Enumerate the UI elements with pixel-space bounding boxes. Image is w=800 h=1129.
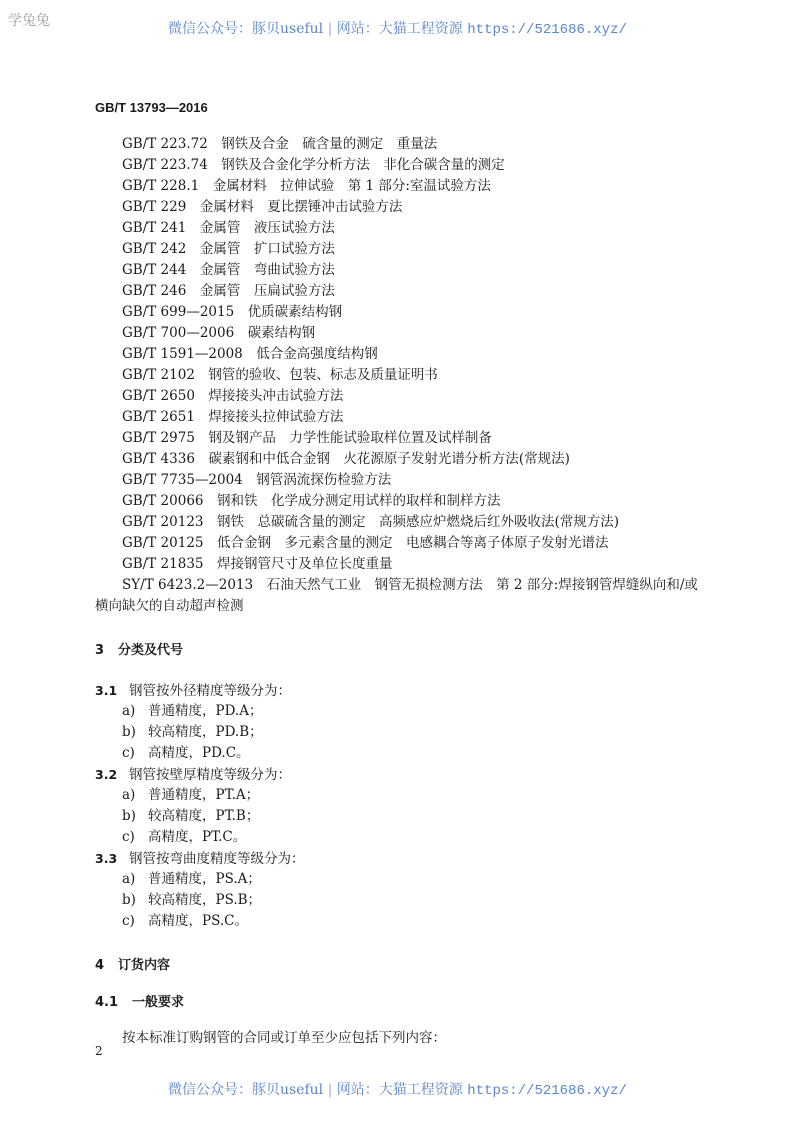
list-marker: b) (122, 808, 136, 824)
subsection-number: 3.1 (95, 683, 118, 698)
section-number: 4 (95, 958, 105, 973)
reference-item: GB/T 20123 钢铁 总碳硫含量的测定 高频感应炉燃烧后红外吸收法(常规方法) (122, 514, 620, 530)
reference-item: GB/T 20125 低合金钢 多元素含量的测定 电感耦合等离子体原子发射光谱法 (122, 535, 609, 551)
watermark-url[interactable]: https://521686.xyz/ (467, 22, 627, 38)
reference-item: GB/T 2102 钢管的验收、包装、标志及质量证明书 (122, 367, 438, 383)
subsection-heading (95, 680, 305, 701)
order-paragraph: 按本标准订购钢管的合同或订单至少应包括下列内容： (122, 1030, 446, 1046)
list-item (95, 722, 305, 743)
list-item (95, 743, 305, 764)
subsection-title: 钢管按外径精度等级分为： (129, 683, 291, 699)
reference-item: GB/T 242 金属管 扩口试验方法 (122, 241, 335, 257)
list-item (95, 827, 305, 848)
list-text: 普通精度，PD.A； (148, 703, 263, 719)
section-title: 订货内容 (118, 958, 171, 973)
subsection-number: 3.3 (95, 851, 118, 866)
list-text: 普通精度，PT.A； (148, 787, 260, 803)
watermark-separator: | (327, 21, 333, 37)
watermark-site: 网站：大猫工程资源 (336, 21, 463, 37)
reference-item: GB/T 699—2015 优质碳素结构钢 (122, 304, 343, 320)
reference-item: GB/T 228.1 金属材料 拉伸试验 第 1 部分:室温试验方法 (122, 178, 491, 194)
subsection-heading (95, 848, 305, 869)
watermark-wechat: 微信公众号：豚贝useful (168, 1082, 324, 1098)
reference-item: GB/T 223.72 钢铁及合金 硫含量的测定 重量法 (122, 136, 438, 152)
reference-item: GB/T 2650 焊接接头冲击试验方法 (122, 388, 344, 404)
list-text: 高精度，PS.C。 (148, 913, 248, 929)
section-4-heading (95, 954, 170, 973)
list-item (95, 806, 305, 827)
reference-item: GB/T 21835 焊接钢管尺寸及单位长度重量 (122, 556, 393, 572)
list-text: 高精度，PD.C。 (148, 745, 250, 761)
list-marker: a) (122, 871, 136, 887)
section-3-heading (95, 639, 183, 658)
reference-item: GB/T 7735—2004 钢管涡流探伤检验方法 (122, 472, 392, 488)
reference-continuation: 横向缺欠的自动超声检测 (95, 598, 244, 614)
top-watermark (168, 18, 627, 38)
reference-item: GB/T 20066 钢和铁 化学成分测定用试样的取样和制样方法 (122, 493, 501, 509)
reference-item: GB/T 241 金属管 液压试验方法 (122, 220, 335, 236)
bottom-watermark (168, 1079, 627, 1099)
list-text: 较高精度，PT.B； (148, 808, 260, 824)
list-marker: a) (122, 787, 136, 803)
reference-item: GB/T 4336 碳素钢和中低合金钢 火花源原子发射光谱分析方法(常规法) (122, 451, 570, 467)
normative-references (95, 134, 698, 617)
watermark-separator: | (327, 1082, 333, 1098)
reference-item: GB/T 244 金属管 弯曲试验方法 (122, 262, 335, 278)
reference-item: GB/T 246 金属管 压扁试验方法 (122, 283, 335, 299)
list-marker: c) (122, 745, 135, 761)
subsection-4-1-heading (95, 991, 184, 1010)
reference-item: GB/T 2975 钢及钢产品 力学性能试验取样位置及试样制备 (122, 430, 492, 446)
watermark-url[interactable]: https://521686.xyz/ (467, 1083, 627, 1099)
list-item (95, 890, 305, 911)
reference-item: GB/T 700—2006 碳素结构钢 (122, 325, 316, 341)
list-text: 普通精度，PS.A； (148, 871, 261, 887)
watermark-wechat: 微信公众号：豚贝useful (168, 21, 324, 37)
list-item (95, 911, 305, 932)
reference-item: GB/T 1591—2008 低合金高强度结构钢 (122, 346, 378, 362)
list-marker: a) (122, 703, 136, 719)
corner-watermark: 学兔兔 (8, 13, 50, 29)
subsection-number: 4.1 (95, 995, 119, 1010)
reference-item: SY/T 6423.2—2013 石油天然气工业 钢管无损检测方法 第 2 部分:焊接钢管焊缝纵向和/或 (122, 577, 698, 593)
list-item (95, 869, 305, 890)
standard-header: GB/T 13793—2016 (95, 100, 208, 115)
list-marker: c) (122, 913, 135, 929)
subsection-title: 钢管按弯曲度精度等级分为： (129, 851, 305, 867)
list-marker: c) (122, 829, 135, 845)
section-title: 分类及代号 (118, 643, 184, 658)
list-item (95, 785, 305, 806)
subsection-heading (95, 764, 305, 785)
subsection-title: 一般要求 (132, 995, 185, 1010)
list-text: 较高精度，PD.B； (148, 724, 263, 740)
reference-item: GB/T 2651 焊接接头拉伸试验方法 (122, 409, 344, 425)
subsection-title: 钢管按壁厚精度等级分为： (129, 767, 291, 783)
reference-item: GB/T 223.74 钢铁及合金化学分析方法 非化合碳含量的测定 (122, 157, 505, 173)
section-3-body (95, 680, 305, 932)
subsection-number: 3.2 (95, 767, 118, 782)
list-text: 高精度，PT.C。 (148, 829, 247, 845)
list-marker: b) (122, 892, 136, 908)
reference-item: GB/T 229 金属材料 夏比摆锤冲击试验方法 (122, 199, 403, 215)
watermark-site: 网站：大猫工程资源 (336, 1082, 463, 1098)
list-text: 较高精度，PS.B； (148, 892, 262, 908)
section-number: 3 (95, 643, 105, 658)
page-number: 2 (95, 1044, 103, 1058)
list-marker: b) (122, 724, 136, 740)
list-item (95, 701, 305, 722)
